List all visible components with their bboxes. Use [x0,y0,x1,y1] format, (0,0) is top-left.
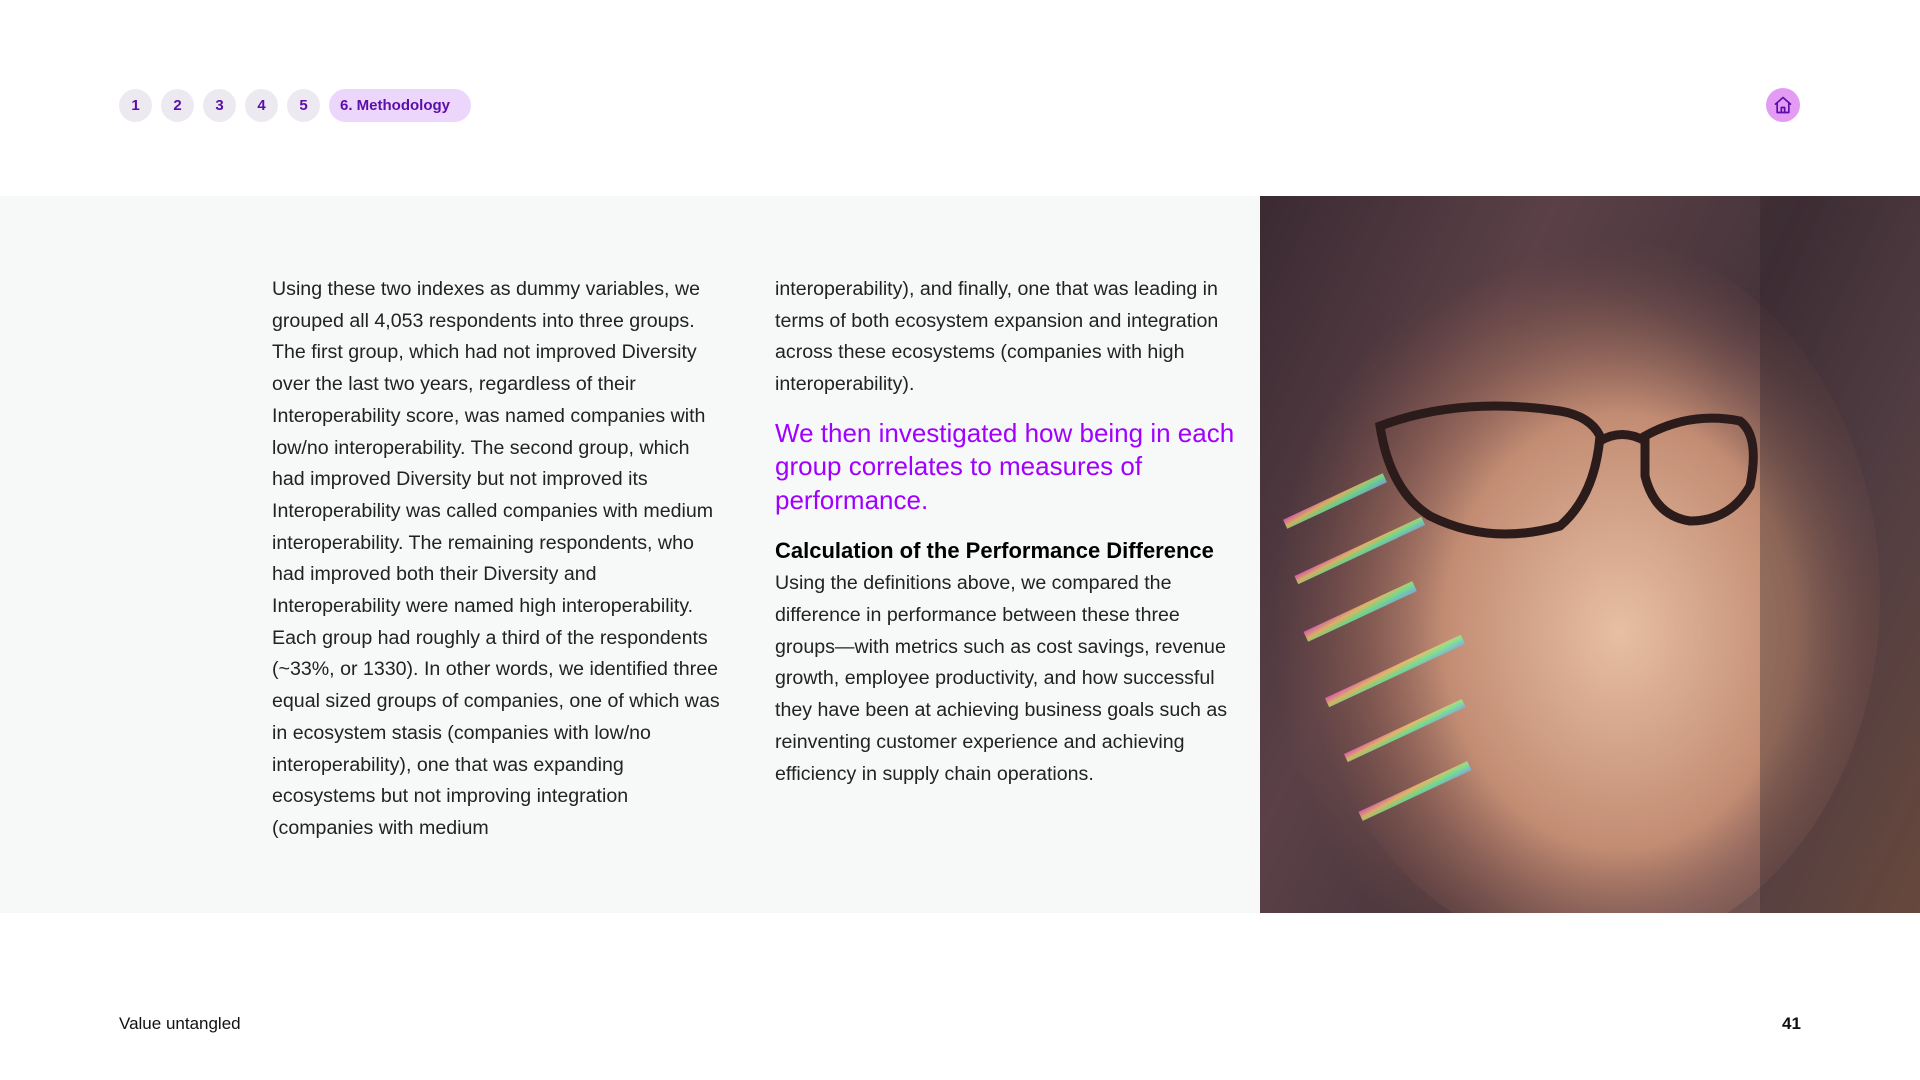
nav-methodology-active[interactable]: 6. Methodology [329,89,471,122]
section-subheading: Calculation of the Performance Difference [775,538,1214,564]
right-text-column [775,274,1245,790]
pull-quote: We then investigated how being in each group correlates to measures of performance. [775,417,1235,515]
nav-page-1[interactable]: 1 [119,89,152,122]
hero-photo [1260,196,1920,913]
nav-page-4[interactable]: 4 [245,89,278,122]
section-nav [119,89,471,122]
left-body-text: Using these two indexes as dummy variables, we grouped all 4,053 respondents into three groups. The first group, which had not improved Diversity over the last two years, regardless of their Interoperability score, was named companies with low/no interoperability. The second group, which had improved Diversity but not improved its Interoperability was called companies with medium interoperability. The remaining respondents, who had improved both their Diversity and Interoperability were named high interoperability. Each group had roughly a third of the respondents (~33%, or 1330). In other words, we identified three equal sized groups of companies, one of which was in ecosystem stasis (companies with low/no interoperability), one that was expanding ecosystems but not improving integration (companies with medium [272,278,720,839]
right-body-text: Using the definitions above, we compared the difference in performance between these three groups—with metrics such as cost savings, revenue growth, employee productivity, and how successful they have been at achieving business goals such as reinventing customer experience and achieving efficiency in supply chain operations. [775,572,1228,785]
nav-page-2[interactable]: 2 [161,89,194,122]
nav-page-3[interactable]: 3 [203,89,236,122]
right-continuation-text: interoperability), and finally, one that was leading in terms of both ecosystem expansion and integration across these ecosystems (companies with high interoperability). [775,278,1219,396]
left-text-column [272,274,722,845]
document-title: Value untangled [119,1014,241,1033]
portrait-illustration [1260,196,1920,913]
page-number: 41 [1782,1014,1801,1033]
nav-page-5[interactable]: 5 [287,89,320,122]
home-icon [1773,95,1793,115]
home-button[interactable] [1766,88,1800,122]
